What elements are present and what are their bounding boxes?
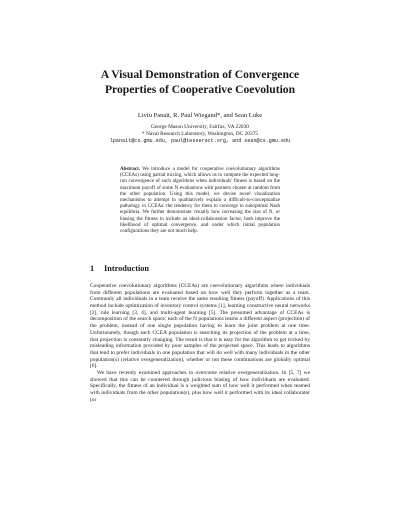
paragraph-1: Cooperative coevolutionary algorithms (CCEAs) are coevolutionary algorithms where individuals from different populations are evaluated based on how well they perform together as a team. Commonly all individuals in a team receive the same resulting fitness (payoff). Applications of this method include optimization of inventory control systems [1], learning constructive neural networks [2], rule learning [3, 4], and multi-agent learning [5]. The presumed advantage of CCEAs is decomposition of the search space: each of the N populations learns a different aspect (projection) of the problem, instead of one single population having to learn the joint problem at one time. Unfortunately, though each CCEA population is searching its projection of the problem at a time, that projection is constantly changing. The result is that it is easy for the algorithm to get tricked by misleading information provided by poor samples of the projected space. This leads to algorithms that tend to prefer individuals in one population that will do well with many individuals in the other population(s) (relative overgeneralization), whether or not these combinations are globally optimal [6]. xyxy=(90,283,310,370)
paper-title xyxy=(40,68,360,97)
body-text xyxy=(90,283,310,403)
author-list: Liviu Panait, R. Paul Wiegand*, and Sean Luke xyxy=(137,112,263,119)
affiliation-nrl: * Naval Research Laboratory, Washington, DC 20375 xyxy=(141,130,259,137)
affiliation-gmu: George Mason University, Fairfax, VA 22030 xyxy=(150,124,250,130)
title-line-1: A Visual Demonstration of Convergence xyxy=(100,68,300,81)
section-number: 1 xyxy=(90,264,95,273)
affiliations xyxy=(40,124,360,144)
abstract-label: Abstract. xyxy=(120,166,141,172)
section-title: Introduction xyxy=(104,264,150,273)
abstract-text: We introduce a model for cooperative coevolutionary algorithms (CCEAs) using partial mixing, which allows us to compute the expected long-run convergence of such algorithms when individuals' fitness is based on the maximum payoff of some N evaluations with partners chosen at random from the other population. Using this model, we devise novel visualization mechanisms to attempt to qualitatively explain a difficult-to-conceptualize pathology in CCEAs: the tendency for them to converge to suboptimal Nash equilibria. We further demonstrate visually how increasing the size of N, or biasing the fitness to include an ideal-collaboration factor, both improve the likelihood of optimal convergence, and under which initial population configurations they are not much help. xyxy=(120,166,281,234)
section-heading xyxy=(90,264,310,274)
author-emails: lpanait@cs.gmu.edu, paul@tesseract.org, and sean@cs.gmu.edu xyxy=(109,137,291,144)
abstract xyxy=(120,166,280,234)
title-line-2: Properties of Cooperative Coevolution xyxy=(104,82,296,96)
paragraph-2: We have recently examined approaches to overcome relative overgeneralization. In [5, 7] we showed that this can be countered through judicious biasing of how individuals are evaluated. Specifically, the fitness of an individual is a weighted sum of how well it performed when teamed with individuals from the other population(s), plus how well it performed with its ideal collaborator (or xyxy=(90,369,310,403)
